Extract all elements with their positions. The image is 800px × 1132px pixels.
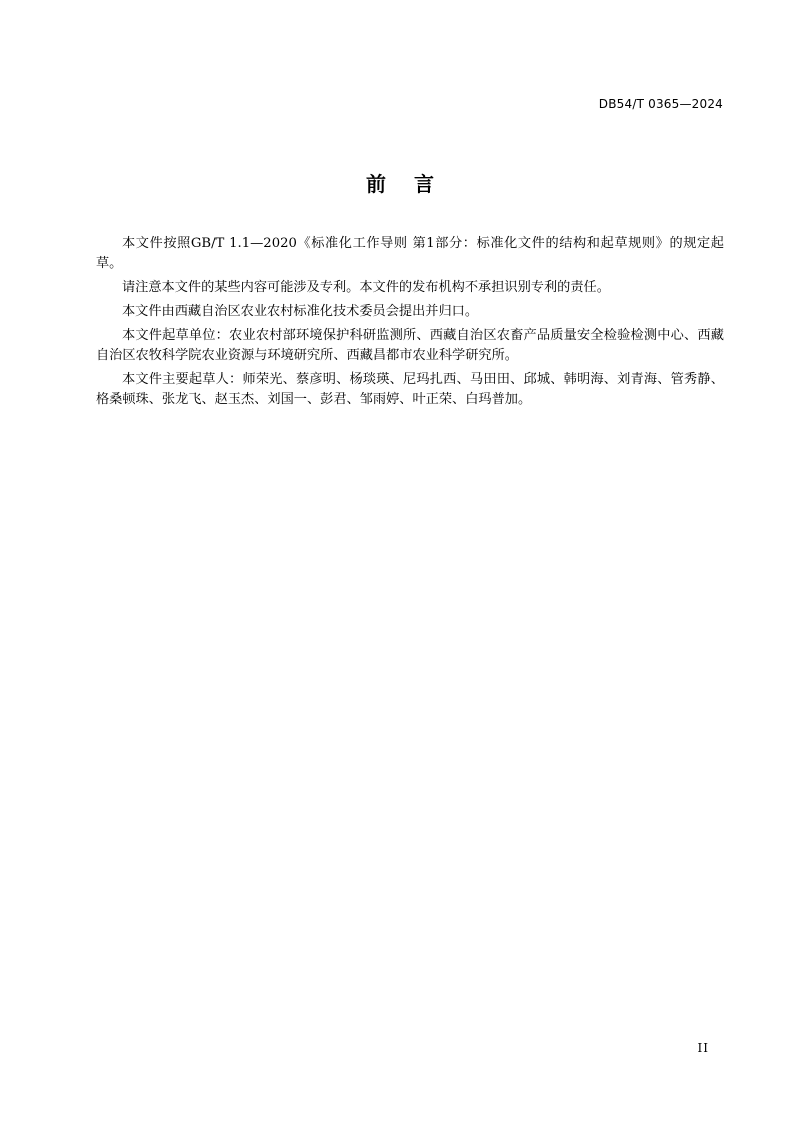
paragraph-drafting-units: 本文件起草单位：农业农村部环境保护科研监测所、西藏自治区农畜产品质量安全检验检测中心、西藏自治区农牧科学院农业资源与环境研究所、西藏昌都市农业科学研究所。: [96, 328, 724, 363]
document-code: DB54/T 0365—2024: [598, 97, 723, 111]
page-number: II: [697, 1041, 709, 1055]
paragraph-drafting-rules: 本文件按照GB/T 1.1—2020《标准化工作导则 第1部分：标准化文件的结构和起草规则》的规定起草。: [96, 236, 724, 271]
page-title: 前言: [366, 172, 462, 196]
paragraph-patent-notice: 请注意本文件的某些内容可能涉及专利。本文件的发布机构不承担识别专利的责任。: [122, 280, 610, 295]
paragraph-proposer: 本文件由西藏自治区农业农村标准化技术委员会提出并归口。: [122, 304, 479, 319]
paragraph-drafters: 本文件主要起草人：师荣光、蔡彦明、杨琰瑛、尼玛扎西、马田田、邱城、韩明海、刘青海、管秀静、格桑顿珠、张龙飞、赵玉杰、刘国一、彭君、邹雨婷、叶正荣、白玛普加。: [96, 372, 724, 407]
foreword-body: [96, 234, 724, 414]
